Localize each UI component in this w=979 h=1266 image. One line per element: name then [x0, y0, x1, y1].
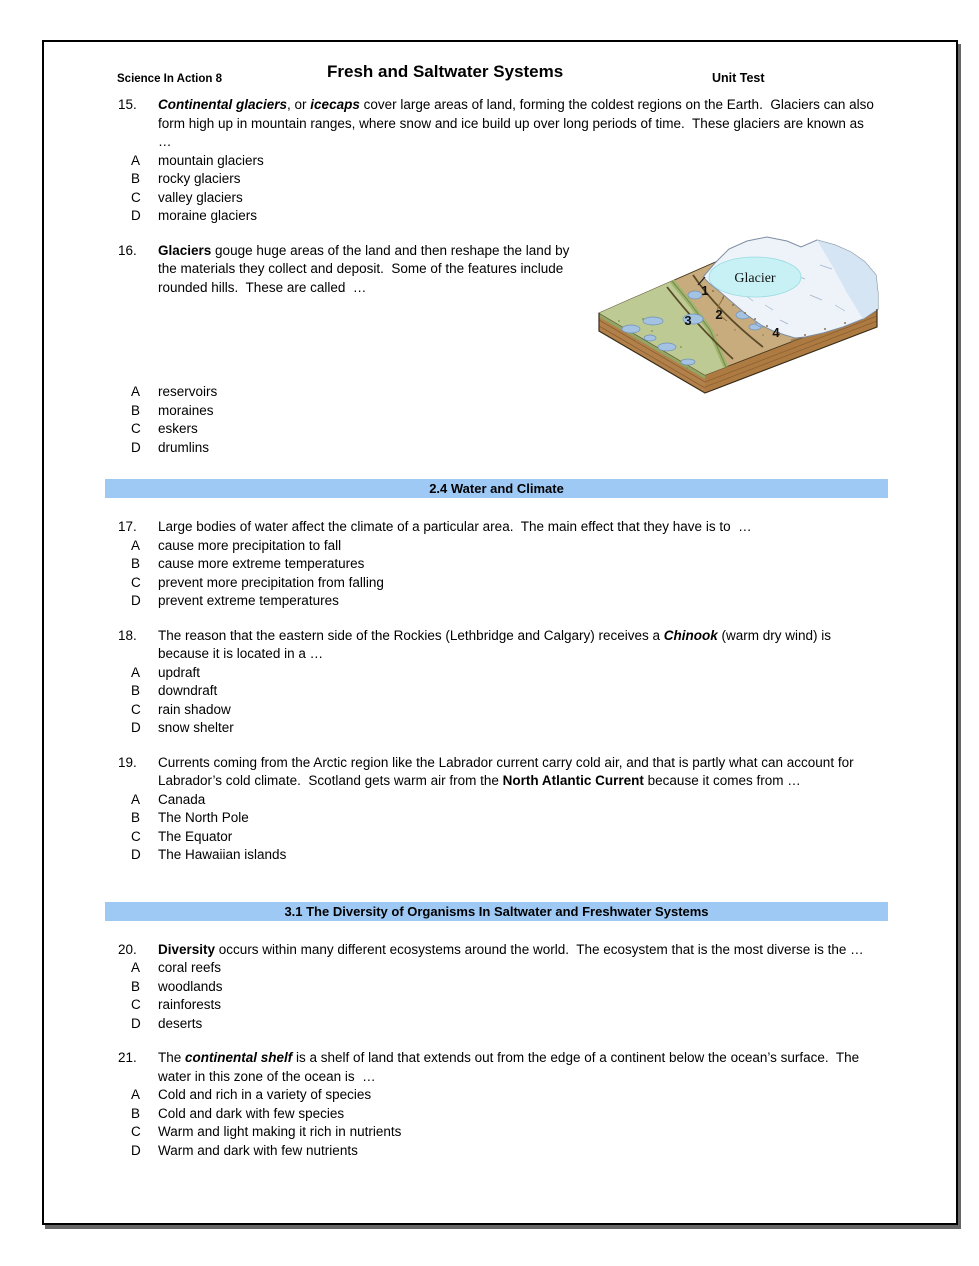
option-text: rocky glaciers: [158, 171, 241, 186]
option-text: The Equator: [158, 828, 233, 844]
option-letter: C: [131, 421, 141, 436]
option-letter: D: [131, 1015, 141, 1031]
text-segment: occurs within many different ecosystems around the world. The ecosystem that is the most diverse is the …: [215, 941, 864, 957]
option-letter: D: [131, 593, 141, 608]
question-16: [118, 242, 916, 458]
text-segment: Chinook: [663, 627, 718, 643]
question-number: 20.: [118, 941, 137, 957]
option-text: deserts: [158, 1015, 203, 1031]
text-segment: icecaps: [310, 97, 360, 112]
test-sheet: [42, 40, 958, 1225]
option-text: woodlands: [158, 978, 223, 994]
text-segment: , or: [287, 97, 311, 112]
answer-option-B: [131, 402, 916, 421]
test-type-label: Unit Test: [712, 71, 765, 85]
option-letter: A: [131, 960, 141, 975]
option-letter: C: [131, 1124, 141, 1139]
option-letter: B: [131, 683, 141, 698]
question-number: 18.: [118, 627, 137, 643]
section-banner-2-4: [105, 479, 888, 498]
question-number: 17.: [118, 519, 137, 534]
option-text: The Hawaiian islands: [158, 847, 287, 862]
answer-option-B: [131, 809, 916, 828]
answer-option-A: [131, 537, 916, 556]
option-text: downdraft: [158, 683, 218, 698]
question-text: [158, 941, 878, 960]
option-text: The North Pole: [158, 810, 249, 825]
answer-option-D: [131, 1015, 916, 1034]
text-segment: is a shelf of land that extends out from the edge of a continent below the ocean’s surface. The water in this zone of the ocean is …: [158, 1050, 863, 1084]
question-number: 19.: [118, 754, 137, 770]
option-letter: A: [131, 1087, 141, 1102]
option-letter: A: [131, 664, 141, 680]
option-text: updraft: [158, 664, 201, 680]
answer-option-B: [131, 170, 916, 189]
text-segment: North Atlantic Current: [502, 773, 644, 788]
option-text: cause more precipitation to fall: [158, 537, 342, 553]
answer-option-D: [131, 439, 916, 458]
section-title: 3.1 The Diversity of Organisms In Saltwater and Freshwater Systems: [284, 903, 709, 919]
answer-option-D: [131, 207, 916, 226]
text-segment: Currents coming from the Arctic region like the Labrador current carry cold air, and that is partly what can account for Labrador’s cold climate. Scotland gets warm air from the: [158, 754, 858, 788]
option-letter: A: [131, 384, 141, 399]
option-text: rainforests: [158, 997, 222, 1012]
question-text: [158, 754, 878, 791]
answer-option-A: [131, 791, 916, 810]
glacier-label: Glacier: [734, 270, 776, 286]
question-20: [118, 941, 916, 1034]
answer-option-C: [131, 574, 916, 593]
question-text: [158, 627, 878, 664]
question-body: [131, 941, 916, 1034]
option-text: Warm and light making it rich in nutrients: [158, 1124, 402, 1139]
answer-option-C: [131, 420, 916, 439]
option-text: rain shadow: [158, 701, 231, 717]
option-text: Cold and rich in a variety of species: [158, 1087, 372, 1102]
option-text: moraines: [158, 402, 214, 418]
option-letter: D: [131, 208, 141, 223]
answer-option-A: [131, 664, 916, 683]
answer-option-D: [131, 719, 916, 738]
question-15: [118, 96, 916, 226]
answer-option-A: [131, 152, 916, 171]
option-letter: A: [131, 791, 141, 807]
options-list: [131, 1086, 916, 1160]
option-text: Cold and dark with few species: [158, 1105, 345, 1121]
option-text: snow shelter: [158, 720, 234, 735]
options-list: [131, 791, 916, 865]
glacier-figure: [595, 235, 885, 395]
document-header: [44, 62, 956, 87]
option-letter: B: [131, 171, 141, 186]
answer-option-C: [131, 189, 916, 208]
options-list: [131, 152, 916, 226]
option-text: Canada: [158, 791, 206, 807]
question-body: [131, 627, 916, 738]
option-letter: A: [131, 152, 141, 168]
question-text: [158, 1049, 878, 1086]
option-letter: D: [131, 847, 141, 862]
page-title: Fresh and Saltwater Systems: [327, 62, 564, 81]
question-number: 16.: [118, 242, 137, 258]
option-letter: D: [131, 1142, 141, 1158]
option-text: prevent more precipitation from falling: [158, 574, 384, 590]
question-body: [131, 96, 916, 226]
text-segment: Continental glaciers: [158, 97, 288, 112]
answer-option-D: [131, 846, 916, 865]
question-number: 21.: [118, 1050, 137, 1065]
option-letter: D: [131, 720, 141, 735]
option-letter: D: [131, 439, 141, 455]
answer-option-A: [131, 959, 916, 978]
question-18: [118, 627, 916, 738]
option-text: prevent extreme temperatures: [158, 593, 339, 608]
answer-option-C: [131, 1123, 916, 1142]
option-text: Warm and dark with few nutrients: [158, 1142, 358, 1158]
option-text: eskers: [158, 421, 198, 436]
question-text: [158, 242, 573, 298]
text-segment: gouge huge areas of the land and then reshape the land by the materials they collect and deposit. Some of the features include rounded hills. These are called …: [158, 242, 574, 295]
option-letter: B: [131, 402, 141, 418]
options-list: [131, 664, 916, 738]
option-text: drumlins: [158, 439, 210, 455]
question-17: [118, 518, 916, 611]
figure-marker-3: 3: [684, 312, 692, 328]
section-title: 2.4 Water and Climate: [429, 481, 564, 496]
question-body: [131, 754, 916, 865]
option-letter: C: [131, 574, 141, 590]
text-segment: (warm dry wind) is because it is located in a …: [158, 627, 835, 661]
option-letter: B: [131, 978, 141, 994]
answer-option-C: [131, 828, 916, 847]
question-body: [131, 518, 916, 611]
question-text: [158, 518, 878, 537]
answer-option-D: [131, 1142, 916, 1161]
answer-option-D: [131, 592, 916, 611]
course-label: Science In Action 8: [117, 73, 223, 85]
glacier-diagram: [595, 235, 885, 395]
text-segment: The: [158, 1050, 186, 1065]
text-segment: Glaciers: [158, 242, 212, 258]
option-text: valley glaciers: [158, 189, 243, 205]
answer-option-B: [131, 1105, 916, 1124]
section-banner-3-1: [105, 902, 888, 921]
option-letter: A: [131, 537, 141, 553]
options-list: [131, 537, 916, 611]
option-letter: C: [131, 189, 141, 205]
option-text: cause more extreme temperatures: [158, 556, 365, 571]
option-text: mountain glaciers: [158, 152, 264, 168]
text-segment: continental shelf: [185, 1050, 293, 1065]
answer-option-A: [131, 1086, 916, 1105]
text-segment: Diversity: [158, 941, 216, 957]
figure-marker-4: 4: [772, 324, 780, 340]
question-number: 15.: [118, 97, 137, 112]
option-letter: B: [131, 1105, 141, 1121]
option-letter: C: [131, 828, 141, 844]
figure-marker-1: 1: [701, 282, 709, 298]
option-letter: B: [131, 556, 141, 571]
text-segment: because it comes from …: [643, 773, 801, 788]
option-letter: C: [131, 997, 141, 1012]
figure-marker-2: 2: [715, 306, 723, 322]
text-segment: Large bodies of water affect the climate of a particular area. The main effect that they have is to …: [158, 519, 752, 534]
question-body: [131, 1049, 916, 1160]
answer-option-C: [131, 996, 916, 1015]
option-text: moraine glaciers: [158, 208, 258, 223]
question-text: [158, 96, 878, 152]
answer-option-C: [131, 701, 916, 720]
answer-option-B: [131, 978, 916, 997]
answer-option-B: [131, 682, 916, 701]
text-segment: cover large areas of land, forming the coldest regions on the Earth. Glaciers can also form high up in mountain ranges, where snow and ice build up over long periods of time. These glaciers are known as …: [158, 97, 878, 149]
option-letter: B: [131, 810, 141, 825]
answer-option-B: [131, 555, 916, 574]
question-19: [118, 754, 916, 865]
options-list: [131, 959, 916, 1033]
option-letter: C: [131, 701, 141, 717]
option-text: coral reefs: [158, 960, 222, 975]
option-text: reservoirs: [158, 384, 218, 399]
text-segment: The reason that the eastern side of the Rockies (Lethbridge and Calgary) receives a: [158, 627, 664, 643]
question-21: [118, 1049, 916, 1160]
